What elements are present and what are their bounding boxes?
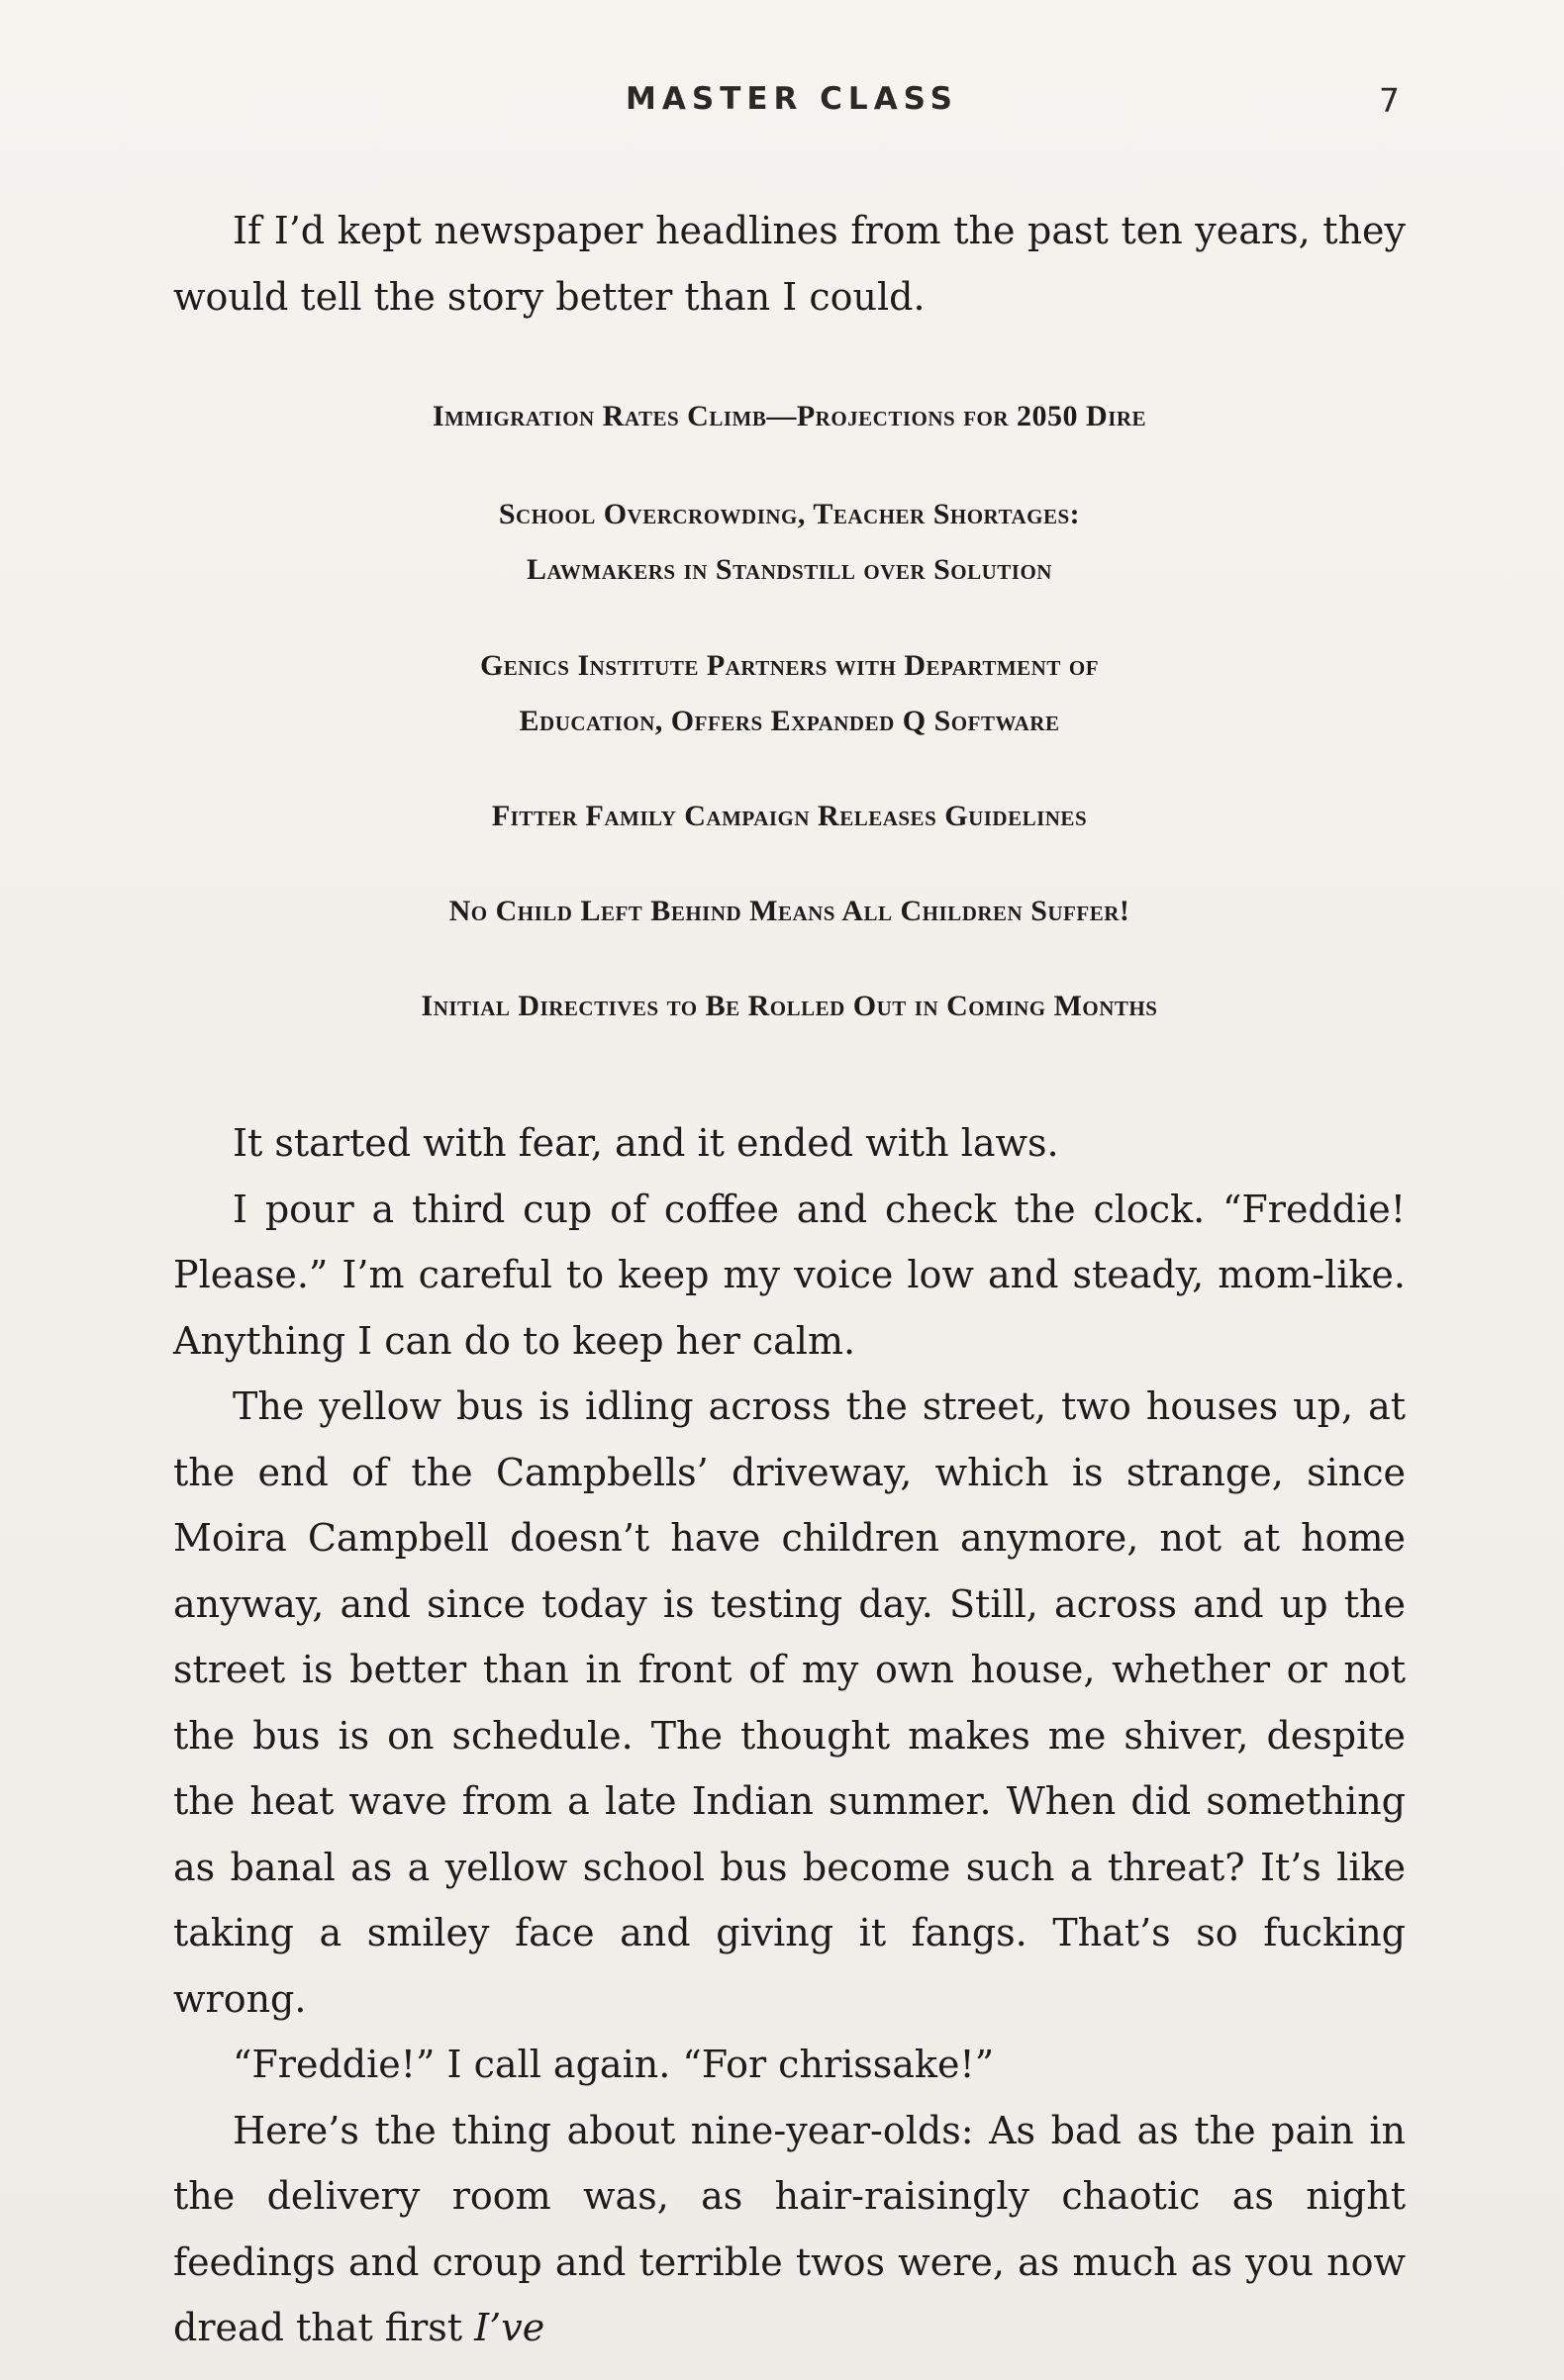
intro-paragraph: If I’d kept newspaper headlines from the past ten years, they would tell the story better than I could.: [173, 209, 1406, 319]
body-paragraph: I pour a third cup of coffee and check the clock. “Freddie! Please.” I’m careful to keep my voice low and steady, mom-like. Anything I can do to keep her calm.: [173, 1187, 1406, 1363]
italic-word: I’ve: [474, 2306, 545, 2349]
headline: [173, 389, 1406, 444]
headline: [173, 487, 1406, 598]
headline: [173, 884, 1406, 939]
headline-line: Initial Directives to Be Rolled Out in Coming Months: [421, 990, 1158, 1022]
headline-list: [173, 389, 1406, 1074]
headline-line: School Overcrowding, Teacher Shortages:: [498, 498, 1081, 530]
headline-line: Fitter Family Campaign Releases Guidelines: [491, 800, 1088, 832]
body-paragraph: It started with fear, and it ended with laws.: [233, 1121, 1059, 1165]
headline-line: No Child Left Behind Means All Children Suffer!: [448, 895, 1130, 927]
headline: [173, 789, 1406, 844]
intro-section: [173, 198, 1406, 330]
headline: [173, 638, 1406, 749]
body-paragraph: [173, 2098, 1406, 2361]
body-text: [173, 1110, 1406, 2361]
headline-line: Education, Offers Expanded Q Software: [519, 705, 1060, 737]
body-paragraph: “Freddie!” I call again. “For chrissake!”: [233, 2043, 995, 2086]
body-paragraph: The yellow bus is idling across the street, two houses up, at the end of the Campbells’ driveway, which is strange, since Moira Campbell doesn’t have children anymore, not at home anyway, and since today is testing day. Still, across and up the street is better than in front of my own house, whether or not the bus is on schedule. The thought makes me shiver, despite the heat wave from a late Indian summer. When did something as banal as a yellow school bus become such a threat? It’s like taking a smiley face and giving it fangs. That’s so fucking wrong.: [173, 1384, 1406, 2021]
page-header: [0, 81, 1564, 131]
headline-line: Immigration Rates Climb—Projections for 2050 Dire: [432, 400, 1147, 432]
headline-line: Genics Institute Partners with Department of: [479, 649, 1100, 682]
running-head: MASTER CLASS: [626, 81, 958, 117]
page-number: 7: [1379, 81, 1400, 120]
headline: [173, 979, 1406, 1034]
paragraph-text: Here’s the thing about nine-year-olds: As bad as the pain in the delivery room was, as hair-raisingly chaotic as night feedings and croup and terrible twos were, as much as you now dread that first: [173, 2108, 1406, 2349]
headline-line: Lawmakers in Standstill over Solution: [527, 553, 1052, 586]
